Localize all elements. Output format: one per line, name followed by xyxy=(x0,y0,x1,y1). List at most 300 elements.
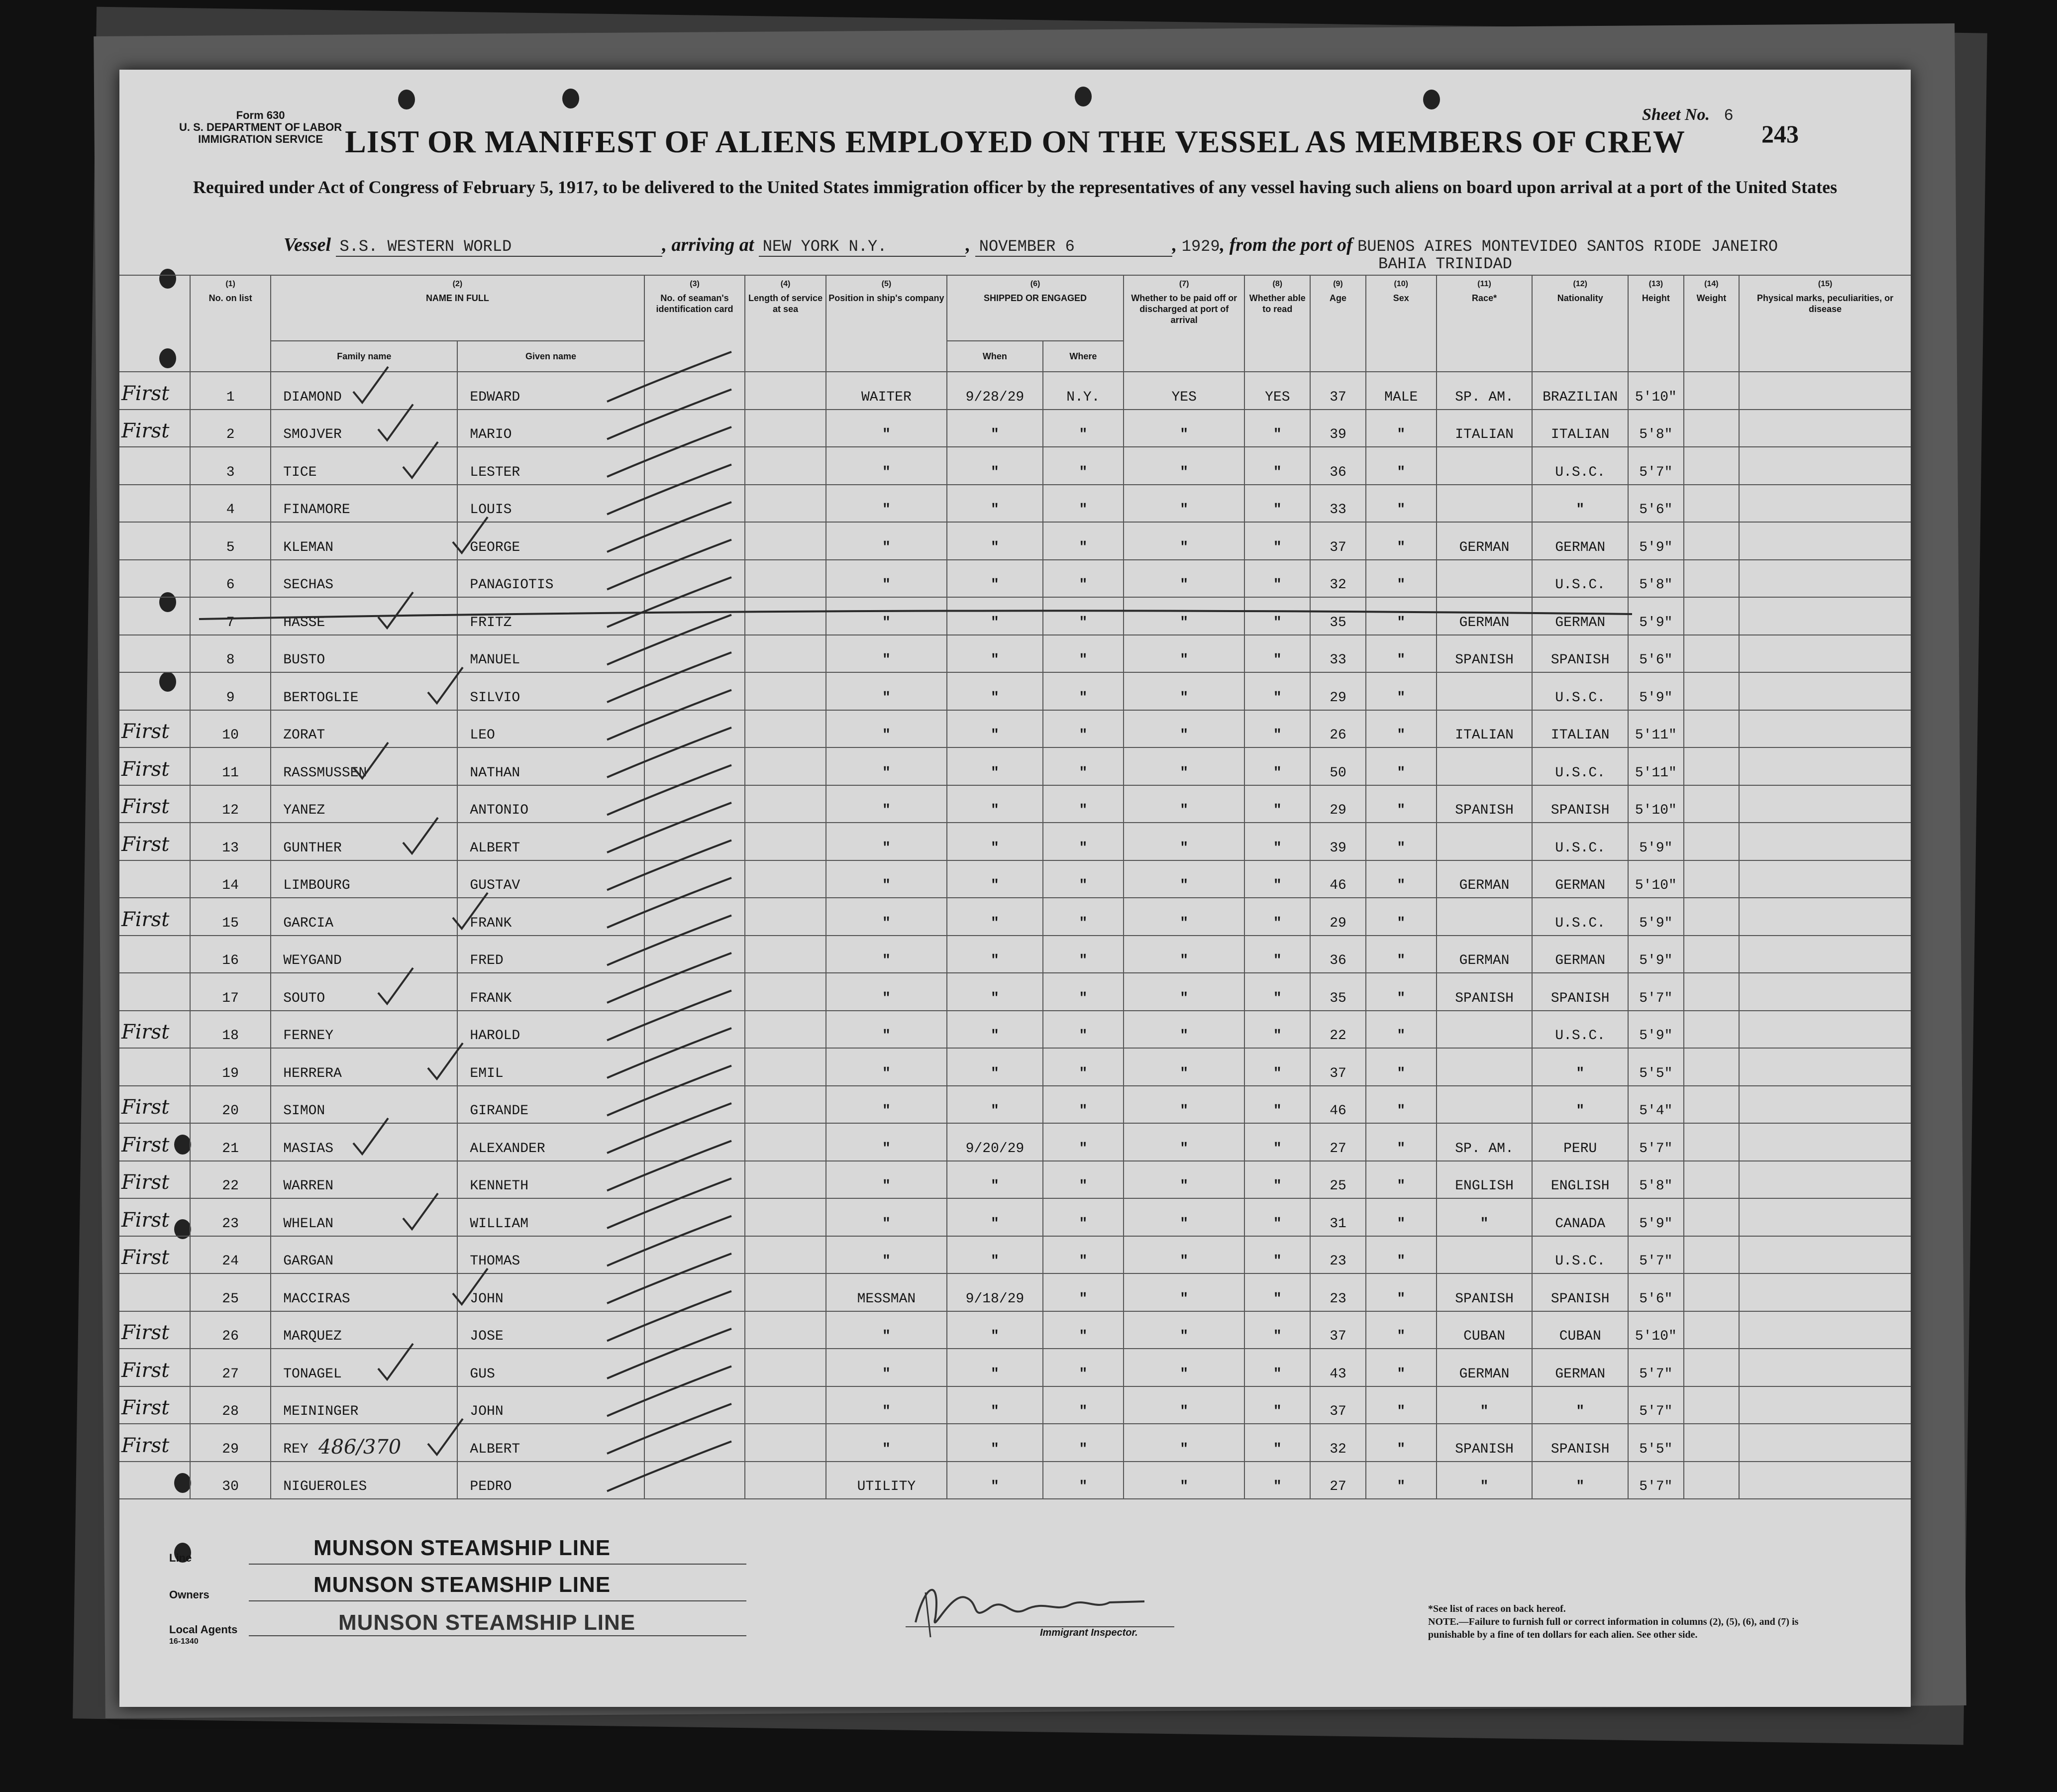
margin-note: First xyxy=(119,785,190,823)
race: " xyxy=(1437,1198,1533,1236)
seaman-card-check-icon xyxy=(607,878,731,928)
position: WAITER xyxy=(826,372,947,410)
form-label: Form 630 xyxy=(236,109,285,121)
shipped-when: 9/20/29 xyxy=(947,1123,1043,1161)
given-name: THOMAS xyxy=(457,1236,644,1274)
family-name: SMOJVER xyxy=(271,410,457,447)
shipped-when: " xyxy=(947,560,1043,598)
sex: " xyxy=(1366,1123,1437,1161)
line-stamp: MUNSON STEAMSHIP LINE xyxy=(313,1536,611,1560)
age: 26 xyxy=(1310,710,1366,748)
margin-note: First xyxy=(119,1349,190,1386)
race: ITALIAN xyxy=(1437,410,1533,447)
shipped-when: " xyxy=(947,447,1043,485)
able-to-read: " xyxy=(1244,560,1310,598)
row-number: 18 xyxy=(190,1011,271,1049)
shipped-when: " xyxy=(947,1048,1043,1086)
paid-off: " xyxy=(1124,1236,1244,1274)
shipped-where: " xyxy=(1043,1048,1124,1086)
race: SPANISH xyxy=(1437,973,1533,1011)
shipped-when: " xyxy=(947,973,1043,1011)
paid-off: " xyxy=(1124,1123,1244,1161)
position: MESSMAN xyxy=(826,1273,947,1311)
height: 5'5" xyxy=(1628,1424,1684,1462)
seaman-card-check-icon xyxy=(607,577,731,627)
family-name: WHELAN xyxy=(271,1198,457,1236)
shipped-where: " xyxy=(1043,410,1124,447)
age: 23 xyxy=(1310,1236,1366,1274)
position: " xyxy=(826,1424,947,1462)
paid-off: " xyxy=(1124,447,1244,485)
paid-off: " xyxy=(1124,597,1244,635)
age: 35 xyxy=(1310,973,1366,1011)
seaman-card-check-icon xyxy=(607,352,731,402)
race: GERMAN xyxy=(1437,597,1533,635)
race: GERMAN xyxy=(1437,936,1533,973)
able-to-read: " xyxy=(1244,936,1310,973)
given-name: SILVIO xyxy=(457,672,644,710)
age: 46 xyxy=(1310,1086,1366,1124)
able-to-read: " xyxy=(1244,672,1310,710)
file-number-annotation: 486/370 xyxy=(318,1436,402,1459)
header-weight: (14) Weight xyxy=(1684,275,1740,372)
sex: " xyxy=(1366,898,1437,936)
nationality: SPANISH xyxy=(1532,785,1628,823)
margin-note: First xyxy=(119,823,190,860)
department-label: U. S. DEPARTMENT OF LABOR xyxy=(179,121,342,133)
nationality: SPANISH xyxy=(1532,1424,1628,1462)
race: ENGLISH xyxy=(1437,1161,1533,1199)
margin-note: First xyxy=(119,372,190,410)
race: " xyxy=(1437,1462,1533,1499)
given-name: FRANK xyxy=(457,898,644,936)
row-number: 30 xyxy=(190,1462,271,1499)
age: 31 xyxy=(1310,1198,1366,1236)
fine-note: NOTE.—Failure to furnish full or correct information in columns (2), (5), (6), and (7) is punishable by a fine of ten dollars for each alien. See other side. xyxy=(1428,1616,1799,1640)
service-label: IMMIGRATION SERVICE xyxy=(198,133,323,145)
row-number: 15 xyxy=(190,898,271,936)
race: SP. AM. xyxy=(1437,372,1533,410)
nationality: U.S.C. xyxy=(1532,747,1628,785)
height: 5'10" xyxy=(1628,785,1684,823)
paid-off: " xyxy=(1124,973,1244,1011)
nationality: SPANISH xyxy=(1532,1273,1628,1311)
arriving-label: arriving at xyxy=(671,234,754,255)
header-when: When xyxy=(947,341,1043,372)
given-name: HAROLD xyxy=(457,1011,644,1049)
paid-off: " xyxy=(1124,672,1244,710)
name-check-icon xyxy=(378,405,413,440)
row-number: 11 xyxy=(190,747,271,785)
race: " xyxy=(1437,1386,1533,1424)
age: 32 xyxy=(1310,560,1366,598)
shipped-when: " xyxy=(947,1462,1043,1499)
row-number: 25 xyxy=(190,1273,271,1311)
nationality: " xyxy=(1532,1048,1628,1086)
nationality: GERMAN xyxy=(1532,860,1628,898)
shipped-where: " xyxy=(1043,1161,1124,1199)
height: 5'9" xyxy=(1628,936,1684,973)
able-to-read: " xyxy=(1244,823,1310,860)
seaman-card-check-icon xyxy=(607,1178,731,1228)
row-number: 5 xyxy=(190,522,271,560)
line-label: Line xyxy=(169,1552,192,1564)
shipped-where: " xyxy=(1043,635,1124,673)
row-number: 20 xyxy=(190,1086,271,1124)
family-name: TONAGEL xyxy=(271,1349,457,1386)
paid-off: YES xyxy=(1124,372,1244,410)
family-name: MACCIRAS xyxy=(271,1273,457,1311)
height: 5'10" xyxy=(1628,1311,1684,1349)
age: 36 xyxy=(1310,936,1366,973)
sex: " xyxy=(1366,597,1437,635)
header-position: (5) Position in ship's company xyxy=(826,275,947,372)
sex: " xyxy=(1366,1236,1437,1274)
height: 5'9" xyxy=(1628,1198,1684,1236)
name-check-icon xyxy=(428,1419,463,1455)
family-name: TICE xyxy=(271,447,457,485)
family-name: SIMON xyxy=(271,1086,457,1124)
local-agents-label: Local Agents xyxy=(169,1623,238,1636)
position: " xyxy=(826,1048,947,1086)
arrival-port: NEW YORK N.Y. xyxy=(759,237,966,257)
shipped-when: " xyxy=(947,936,1043,973)
margin-note: First xyxy=(119,1311,190,1349)
shipped-where: " xyxy=(1043,1311,1124,1349)
paid-off: " xyxy=(1124,1311,1244,1349)
given-name: GUS xyxy=(457,1349,644,1386)
seaman-card-check-icon xyxy=(607,652,731,702)
sex: " xyxy=(1366,447,1437,485)
given-name: JOSE xyxy=(457,1311,644,1349)
sex: " xyxy=(1366,1386,1437,1424)
owners-label: Owners xyxy=(169,1588,209,1601)
position: " xyxy=(826,1236,947,1274)
age: 36 xyxy=(1310,447,1366,485)
paid-off: " xyxy=(1124,522,1244,560)
age: 37 xyxy=(1310,372,1366,410)
margin-note: First xyxy=(119,747,190,785)
seaman-card-check-icon xyxy=(607,841,731,890)
height: 5'9" xyxy=(1628,522,1684,560)
name-check-icon xyxy=(353,742,388,778)
shipped-where: " xyxy=(1043,710,1124,748)
shipped-where: " xyxy=(1043,1236,1124,1274)
shipped-when: " xyxy=(947,1311,1043,1349)
margin-note: First xyxy=(119,1386,190,1424)
shipped-where: " xyxy=(1043,936,1124,973)
position: " xyxy=(826,410,947,447)
position: " xyxy=(826,710,947,748)
position: " xyxy=(826,936,947,973)
shipped-when: " xyxy=(947,485,1043,523)
paid-off: " xyxy=(1124,823,1244,860)
given-name: JOHN xyxy=(457,1273,644,1311)
height: 5'8" xyxy=(1628,560,1684,598)
shipped-where: " xyxy=(1043,898,1124,936)
height: 5'9" xyxy=(1628,898,1684,936)
height: 5'7" xyxy=(1628,1123,1684,1161)
nationality: ENGLISH xyxy=(1532,1161,1628,1199)
able-to-read: " xyxy=(1244,860,1310,898)
page-title: LIST OR MANIFEST OF ALIENS EMPLOYED ON THE VESSEL AS MEMBERS OF CREW xyxy=(345,124,1685,159)
given-name: ALBERT xyxy=(457,823,644,860)
nationality: GERMAN xyxy=(1532,936,1628,973)
paid-off: " xyxy=(1124,860,1244,898)
name-check-icon xyxy=(353,367,388,403)
nationality: ITALIAN xyxy=(1532,410,1628,447)
sex: " xyxy=(1366,747,1437,785)
paid-off: " xyxy=(1124,1386,1244,1424)
height: 5'11" xyxy=(1628,747,1684,785)
seaman-card-check-icon xyxy=(607,615,731,665)
paid-off: " xyxy=(1124,1462,1244,1499)
sex: " xyxy=(1366,1198,1437,1236)
handwritten-marks xyxy=(119,70,1911,1707)
shipped-where: N.Y. xyxy=(1043,372,1124,410)
shipped-where: " xyxy=(1043,1123,1124,1161)
agents-stamp: MUNSON STEAMSHIP LINE xyxy=(338,1610,636,1635)
seaman-card-check-icon xyxy=(607,728,731,777)
given-name: FRED xyxy=(457,936,644,973)
family-name: GARCIA xyxy=(271,898,457,936)
sex: " xyxy=(1366,1462,1437,1499)
family-name: MARQUEZ xyxy=(271,1311,457,1349)
margin-note: First xyxy=(119,1236,190,1274)
given-name: EMIL xyxy=(457,1048,644,1086)
row-number: 14 xyxy=(190,860,271,898)
given-name: EDWARD xyxy=(457,372,644,410)
sex: " xyxy=(1366,560,1437,598)
nationality: SPANISH xyxy=(1532,635,1628,673)
seaman-card-check-icon xyxy=(607,1254,731,1303)
seaman-card-check-icon xyxy=(607,1028,731,1078)
height: 5'7" xyxy=(1628,973,1684,1011)
nationality: U.S.C. xyxy=(1532,823,1628,860)
sex: " xyxy=(1366,1349,1437,1386)
age: 27 xyxy=(1310,1123,1366,1161)
family-name: LIMBOURG xyxy=(271,860,457,898)
able-to-read: " xyxy=(1244,1048,1310,1086)
nationality: " xyxy=(1532,1086,1628,1124)
able-to-read: " xyxy=(1244,1011,1310,1049)
family-name: SOUTO xyxy=(271,973,457,1011)
header-race: (11) Race* xyxy=(1437,275,1533,372)
shipped-when: " xyxy=(947,672,1043,710)
age: 33 xyxy=(1310,485,1366,523)
given-name: FRITZ xyxy=(457,597,644,635)
height: 5'11" xyxy=(1628,710,1684,748)
able-to-read: " xyxy=(1244,1349,1310,1386)
family-name: MASIAS xyxy=(271,1123,457,1161)
given-name: GIRANDE xyxy=(457,1086,644,1124)
line-rule xyxy=(249,1564,746,1565)
shipped-where: " xyxy=(1043,973,1124,1011)
able-to-read: " xyxy=(1244,1424,1310,1462)
row-number: 7 xyxy=(190,597,271,635)
shipped-where: " xyxy=(1043,1349,1124,1386)
paid-off: " xyxy=(1124,1349,1244,1386)
family-name: DIAMOND xyxy=(271,372,457,410)
seaman-card-check-icon xyxy=(607,465,731,515)
row-number: 4 xyxy=(190,485,271,523)
nationality: " xyxy=(1532,1386,1628,1424)
shipped-where: " xyxy=(1043,1386,1124,1424)
able-to-read: " xyxy=(1244,1386,1310,1424)
height: 5'7" xyxy=(1628,1386,1684,1424)
shipped-where: " xyxy=(1043,860,1124,898)
shipped-when: 9/18/29 xyxy=(947,1273,1043,1311)
shipped-where: " xyxy=(1043,1198,1124,1236)
departure-ports-line2: BAHIA TRINIDAD xyxy=(1378,255,1512,273)
shipped-where: " xyxy=(1043,1424,1124,1462)
shipped-where: " xyxy=(1043,747,1124,785)
margin-note: First xyxy=(119,1086,190,1124)
given-name: KENNETH xyxy=(457,1161,644,1199)
age: 23 xyxy=(1310,1273,1366,1311)
shipped-when: " xyxy=(947,860,1043,898)
family-name: FERNEY xyxy=(271,1011,457,1049)
family-name: SECHAS xyxy=(271,560,457,598)
race: SPANISH xyxy=(1437,1424,1533,1462)
shipped-when: 9/28/29 xyxy=(947,372,1043,410)
row-number: 1 xyxy=(190,372,271,410)
paid-off: " xyxy=(1124,747,1244,785)
age: 25 xyxy=(1310,1161,1366,1199)
name-check-icon xyxy=(428,667,463,703)
given-name: GEORGE xyxy=(457,522,644,560)
margin-note: First xyxy=(119,1123,190,1161)
position: " xyxy=(826,597,947,635)
height: 5'9" xyxy=(1628,823,1684,860)
position: " xyxy=(826,1198,947,1236)
height: 5'7" xyxy=(1628,1462,1684,1499)
header-paid-off: (7) Whether to be paid off or discharged at port of arrival xyxy=(1124,275,1244,372)
seaman-card-check-icon xyxy=(607,690,731,740)
paid-off: " xyxy=(1124,898,1244,936)
shipped-when: " xyxy=(947,710,1043,748)
able-to-read: " xyxy=(1244,747,1310,785)
nationality: U.S.C. xyxy=(1532,898,1628,936)
family-name: GARGAN xyxy=(271,1236,457,1274)
seaman-card-check-icon xyxy=(607,1066,731,1116)
shipped-when: " xyxy=(947,1386,1043,1424)
page-subtitle: Required under Act of Congress of February 5, 1917, to be delivered to the United States immigration officer by the representatives of any vessel having such aliens on board upon arrival at a port of the United States xyxy=(193,177,1838,197)
header-where: Where xyxy=(1043,341,1124,372)
header-sex: (10) Sex xyxy=(1366,275,1437,372)
able-to-read: " xyxy=(1244,898,1310,936)
nationality: GERMAN xyxy=(1532,522,1628,560)
paid-off: " xyxy=(1124,1198,1244,1236)
row-number: 3 xyxy=(190,447,271,485)
given-name: JOHN xyxy=(457,1386,644,1424)
position: " xyxy=(826,1123,947,1161)
age: 29 xyxy=(1310,785,1366,823)
position: " xyxy=(826,522,947,560)
from-port-label: from the port of xyxy=(1229,234,1353,255)
shipped-when: " xyxy=(947,1161,1043,1199)
sex: MALE xyxy=(1366,372,1437,410)
able-to-read: " xyxy=(1244,1086,1310,1124)
race: GERMAN xyxy=(1437,860,1533,898)
margin-note: First xyxy=(119,898,190,936)
able-to-read: " xyxy=(1244,522,1310,560)
vessel-details: Vessel S.S. WESTERN WORLD , arriving at NEW YORK N.Y. , NOVEMBER 6 , 1929, from the port of BUENOS AIRES MONTEVIDEO SANTOS RIODE JANEIRO xyxy=(284,234,1778,256)
nationality: GERMAN xyxy=(1532,597,1628,635)
name-check-icon xyxy=(403,1193,438,1229)
position: " xyxy=(826,860,947,898)
header-age: (9) Age xyxy=(1310,275,1366,372)
paid-off: " xyxy=(1124,635,1244,673)
sex: " xyxy=(1366,1311,1437,1349)
nationality: CUBAN xyxy=(1532,1311,1628,1349)
header-able-read: (8) Whether able to read xyxy=(1244,275,1310,372)
position: " xyxy=(826,747,947,785)
row-number: 12 xyxy=(190,785,271,823)
row-number: 16 xyxy=(190,936,271,973)
header-shipped-engaged: (6) SHIPPED OR ENGAGED xyxy=(947,275,1124,341)
family-name: BERTOGLIE xyxy=(271,672,457,710)
able-to-read: " xyxy=(1244,710,1310,748)
position: " xyxy=(826,1349,947,1386)
nationality: U.S.C. xyxy=(1532,447,1628,485)
age: 43 xyxy=(1310,1349,1366,1386)
row-number: 8 xyxy=(190,635,271,673)
age: 39 xyxy=(1310,410,1366,447)
family-name: NIGUEROLES xyxy=(271,1462,457,1499)
sex: " xyxy=(1366,1011,1437,1049)
name-check-icon xyxy=(453,517,488,553)
header-family-name: Family name xyxy=(271,341,457,372)
nationality: U.S.C. xyxy=(1532,672,1628,710)
nationality: PERU xyxy=(1532,1123,1628,1161)
paid-off: " xyxy=(1124,560,1244,598)
shipped-when: " xyxy=(947,1236,1043,1274)
seaman-card-check-icon xyxy=(607,390,731,439)
given-name: ALEXANDER xyxy=(457,1123,644,1161)
shipped-where: " xyxy=(1043,1273,1124,1311)
vessel-label: Vessel xyxy=(284,234,331,255)
position: " xyxy=(826,1086,947,1124)
nationality: U.S.C. xyxy=(1532,1011,1628,1049)
height: 5'5" xyxy=(1628,1048,1684,1086)
position: UTILITY xyxy=(826,1462,947,1499)
family-name: GUNTHER xyxy=(271,823,457,860)
shipped-where: " xyxy=(1043,1011,1124,1049)
position: " xyxy=(826,672,947,710)
given-name: LESTER xyxy=(457,447,644,485)
sex: " xyxy=(1366,710,1437,748)
family-name: HERRERA xyxy=(271,1048,457,1086)
sex: " xyxy=(1366,485,1437,523)
inspector-label: Immigrant Inspector. xyxy=(1040,1627,1138,1638)
given-name: PEDRO xyxy=(457,1462,644,1499)
age: 33 xyxy=(1310,635,1366,673)
race: CUBAN xyxy=(1437,1311,1533,1349)
row-number: 13 xyxy=(190,823,271,860)
sex: " xyxy=(1366,1424,1437,1462)
paid-off: " xyxy=(1124,410,1244,447)
given-name: ALBERT xyxy=(457,1424,644,1462)
nationality: GERMAN xyxy=(1532,1349,1628,1386)
family-name: BUSTO xyxy=(271,635,457,673)
row-number: 2 xyxy=(190,410,271,447)
shipped-where: " xyxy=(1043,485,1124,523)
seaman-card-check-icon xyxy=(607,427,731,477)
strike-through-line xyxy=(199,611,1632,619)
position: " xyxy=(826,1311,947,1349)
height: 5'4" xyxy=(1628,1086,1684,1124)
